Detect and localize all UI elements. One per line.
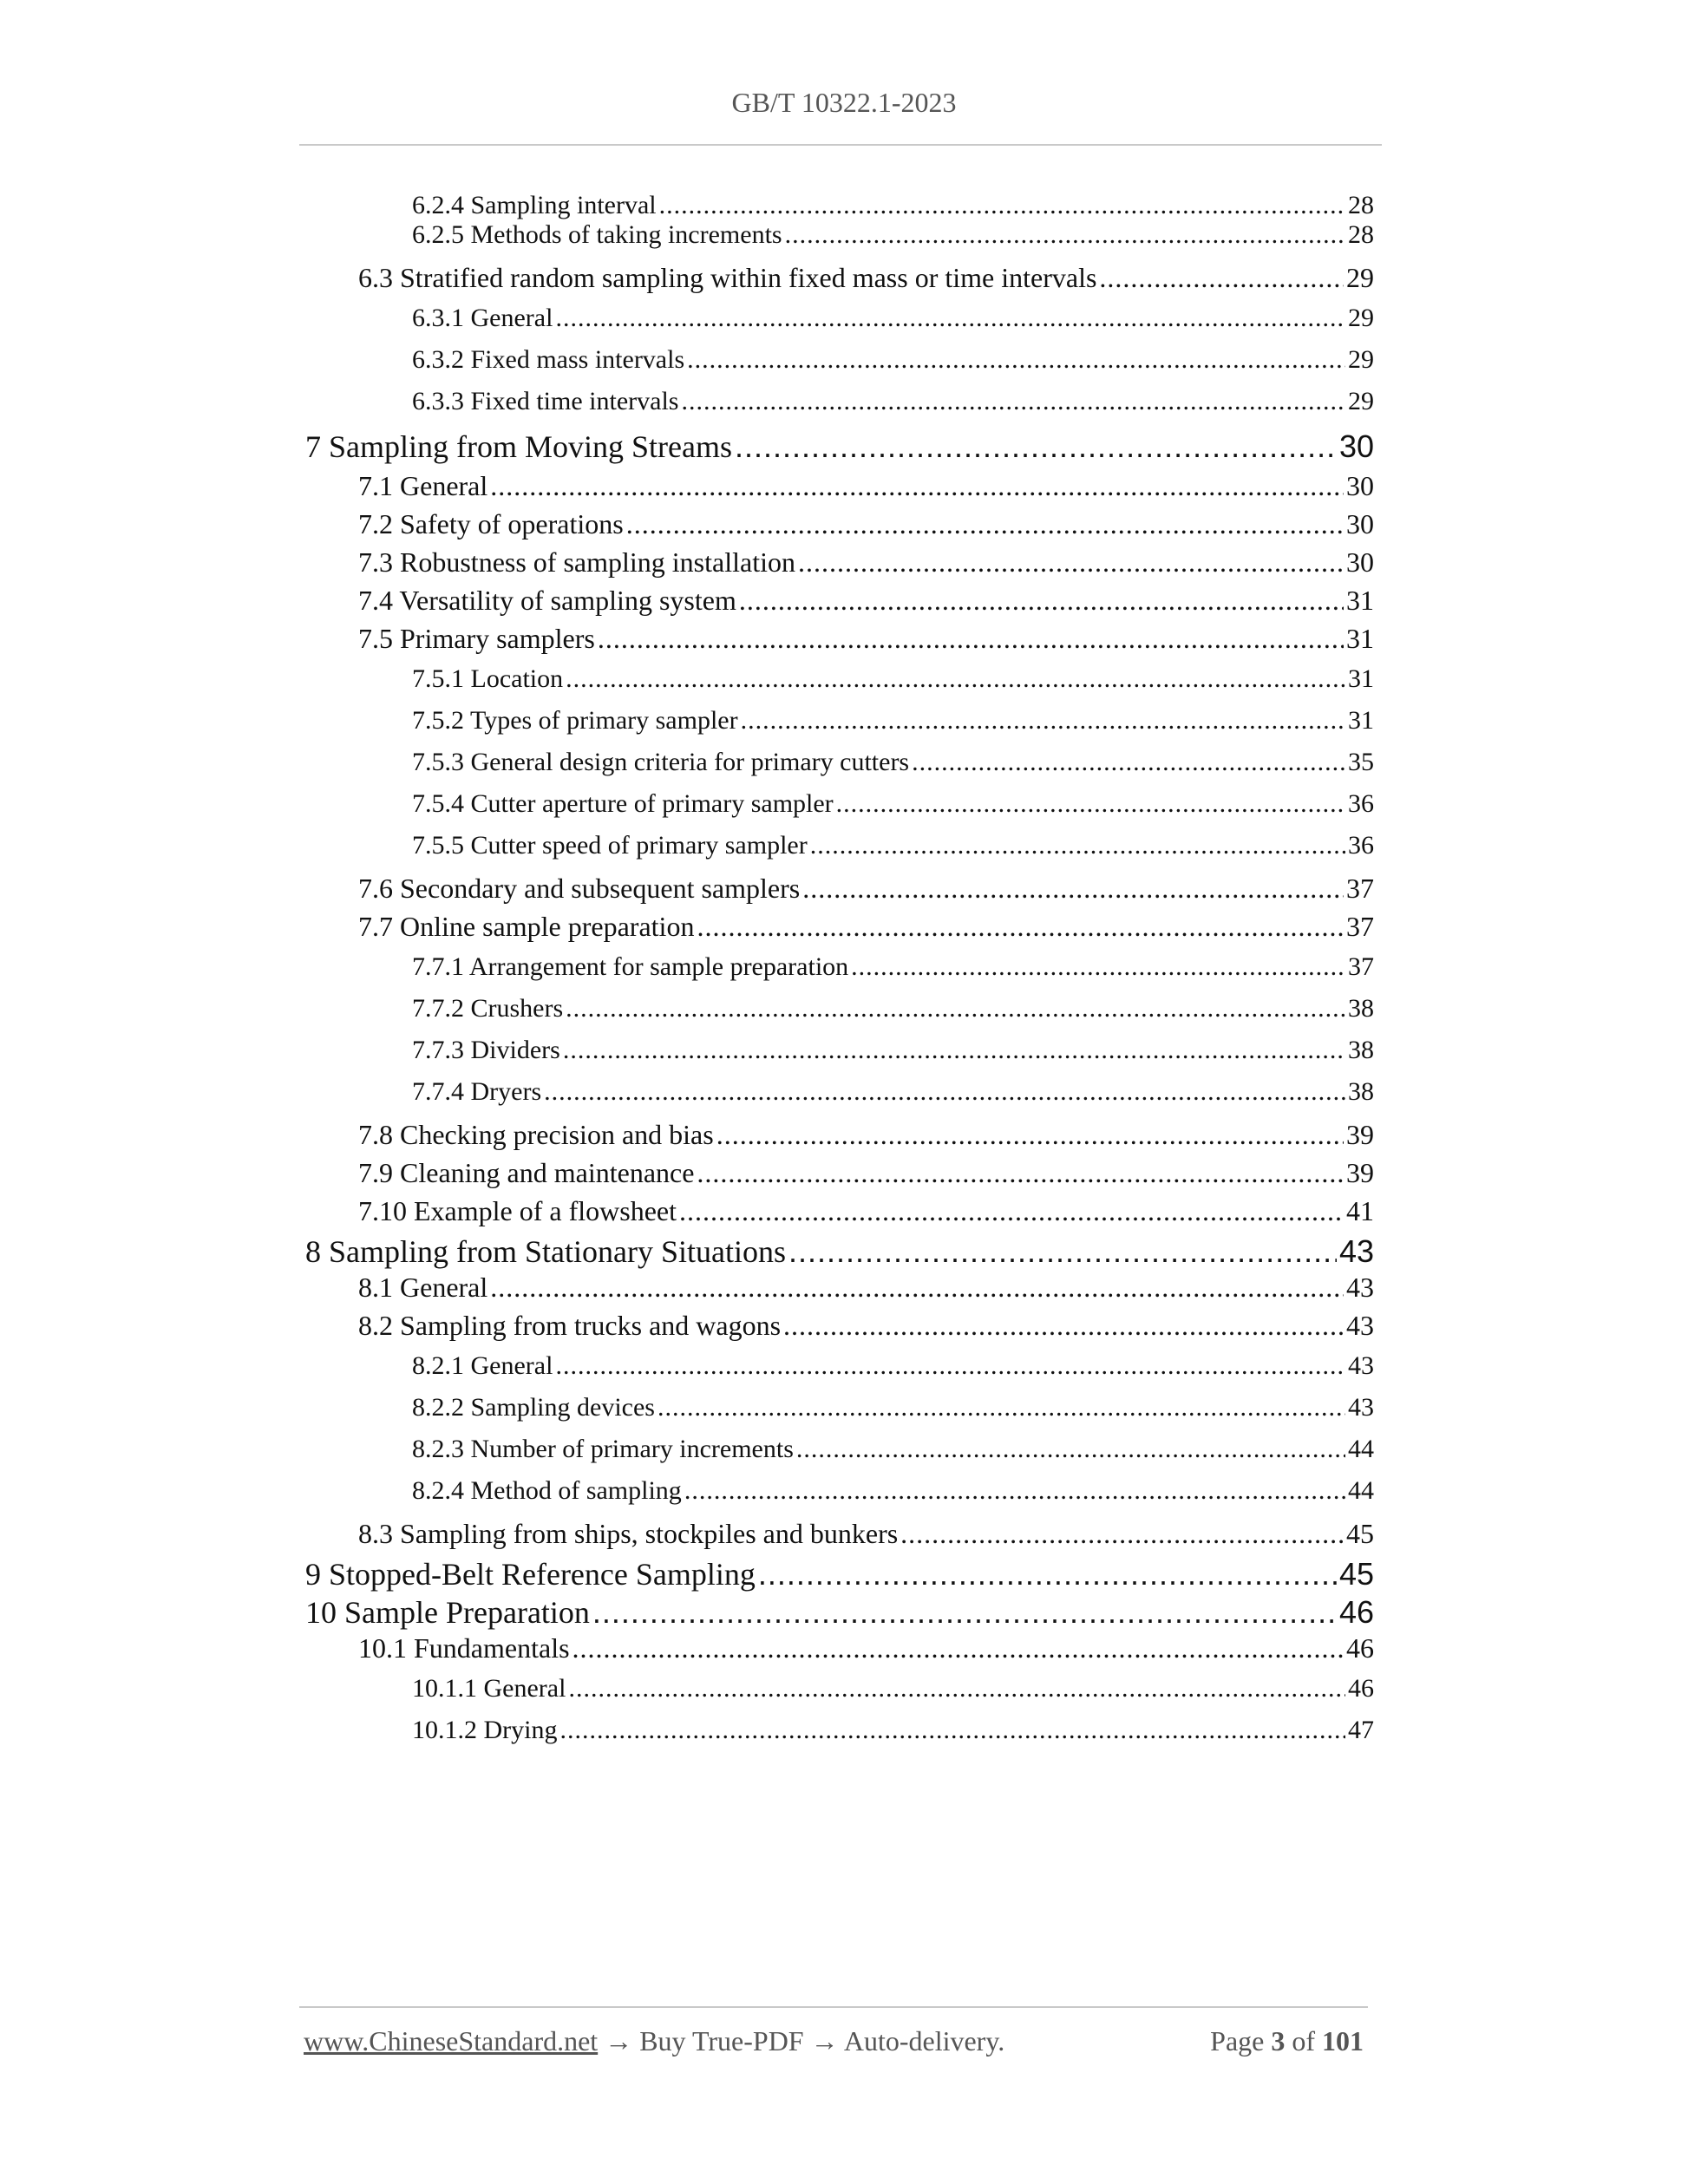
toc-entry-label: 7.5 Primary samplers bbox=[358, 623, 595, 654]
toc-dot-leader bbox=[592, 1594, 1337, 1631]
toc-entry-label: 7.3 Robustness of sampling installation bbox=[358, 546, 795, 578]
toc-entry-label: 10 Sample Preparation bbox=[305, 1595, 590, 1630]
footer-promo bbox=[304, 2025, 1004, 2057]
toc-entry-page: 39 bbox=[1346, 1119, 1374, 1150]
toc-entry[interactable] bbox=[358, 1518, 1374, 1550]
toc-entry-label: 10.1.1 General bbox=[412, 1674, 566, 1703]
toc-entry[interactable] bbox=[412, 345, 1374, 375]
toc-entry[interactable] bbox=[358, 262, 1374, 294]
toc-entry-page: 39 bbox=[1346, 1157, 1374, 1188]
toc-entry-label: 7.7.2 Crushers bbox=[412, 994, 564, 1023]
toc-entry[interactable] bbox=[412, 387, 1374, 416]
of-label: of bbox=[1292, 2025, 1315, 2056]
toc-entry-label: 8.2.4 Method of sampling bbox=[412, 1476, 682, 1505]
toc-entry-page: 46 bbox=[1346, 1632, 1374, 1664]
toc-dot-leader bbox=[900, 1518, 1344, 1550]
toc-entry[interactable] bbox=[358, 911, 1374, 943]
toc-entry-page: 29 bbox=[1348, 345, 1374, 374]
toc-entry[interactable] bbox=[358, 873, 1374, 905]
toc-entry[interactable] bbox=[412, 1393, 1374, 1422]
toc-entry[interactable] bbox=[305, 428, 1374, 465]
toc-dot-leader bbox=[563, 1036, 1345, 1065]
toc-entry-label: 7.7 Online sample preparation bbox=[358, 911, 695, 942]
toc-entry-label: 7.7.1 Arrangement for sample preparation bbox=[412, 952, 849, 981]
toc-entry-page: 30 bbox=[1338, 428, 1374, 464]
page-total: 101 bbox=[1322, 2025, 1364, 2056]
toc-entry[interactable] bbox=[412, 1716, 1374, 1745]
toc-dot-leader bbox=[758, 1556, 1337, 1592]
toc-entry-page: 43 bbox=[1348, 1351, 1374, 1380]
toc-entry[interactable] bbox=[412, 994, 1374, 1023]
toc-entry-label: 6.2.4 Sampling interval bbox=[412, 191, 657, 219]
toc-entry[interactable] bbox=[412, 1435, 1374, 1464]
toc-entry[interactable] bbox=[305, 1594, 1374, 1631]
toc-entry[interactable] bbox=[305, 1556, 1374, 1592]
toc-entry-page: 38 bbox=[1348, 1077, 1374, 1106]
footer-divider bbox=[299, 2006, 1368, 2008]
toc-entry-label: 8.1 General bbox=[358, 1272, 488, 1303]
toc-dot-leader bbox=[735, 428, 1337, 465]
toc-dot-leader bbox=[490, 470, 1344, 502]
toc-entry-page: 37 bbox=[1346, 873, 1374, 904]
toc-entry[interactable] bbox=[358, 508, 1374, 540]
toc-entry-page: 43 bbox=[1346, 1272, 1374, 1303]
toc-entry-label: 7.9 Cleaning and maintenance bbox=[358, 1157, 695, 1188]
toc-dot-leader bbox=[681, 387, 1345, 416]
toc-entry-label: 8.3 Sampling from ships, stockpiles and bunkers bbox=[358, 1518, 899, 1549]
toc-entry-label: 6.3.2 Fixed mass intervals bbox=[412, 345, 685, 374]
toc-dot-leader bbox=[684, 1476, 1345, 1506]
toc-dot-leader bbox=[572, 1632, 1344, 1664]
toc-dot-leader bbox=[687, 345, 1345, 375]
toc-entry-label: 10.1.2 Drying bbox=[412, 1716, 558, 1744]
toc-entry[interactable] bbox=[358, 1272, 1374, 1304]
toc-entry-page: 45 bbox=[1338, 1556, 1374, 1592]
page-footer bbox=[304, 2025, 1364, 2057]
toc-dot-leader bbox=[716, 1119, 1344, 1151]
toc-entry-page: 43 bbox=[1338, 1233, 1374, 1269]
toc-entry-page: 37 bbox=[1348, 952, 1374, 981]
toc-entry[interactable] bbox=[412, 706, 1374, 736]
toc-entry-page: 46 bbox=[1338, 1594, 1374, 1630]
toc-dot-leader bbox=[697, 1157, 1344, 1189]
toc-entry-page: 30 bbox=[1346, 546, 1374, 578]
toc-entry-label: 7 Sampling from Moving Streams bbox=[305, 429, 732, 464]
toc-dot-leader bbox=[598, 623, 1344, 655]
toc-entry-label: 7.5.2 Types of primary sampler bbox=[412, 706, 738, 735]
toc-entry[interactable] bbox=[412, 1077, 1374, 1107]
toc-entry-page: 38 bbox=[1348, 994, 1374, 1023]
toc-entry-label: 8.2.1 General bbox=[412, 1351, 553, 1380]
toc-entry-page: 43 bbox=[1346, 1310, 1374, 1341]
toc-entry[interactable] bbox=[412, 304, 1374, 333]
toc-dot-leader bbox=[679, 1195, 1344, 1227]
toc-entry[interactable] bbox=[358, 623, 1374, 655]
toc-entry-page: 35 bbox=[1348, 748, 1374, 776]
toc-dot-leader bbox=[796, 1435, 1345, 1464]
toc-entry-label: 6.2.5 Methods of taking increments bbox=[412, 220, 782, 249]
toc-entry-page: 30 bbox=[1346, 470, 1374, 501]
toc-entry[interactable] bbox=[412, 789, 1374, 819]
toc-entry-label: 7.6 Secondary and subsequent samplers bbox=[358, 873, 801, 904]
toc-entry-label: 8 Sampling from Stationary Situations bbox=[305, 1234, 786, 1269]
toc-dot-leader bbox=[912, 748, 1345, 777]
toc-entry-label: 10.1 Fundamentals bbox=[358, 1632, 570, 1664]
toc-entry-label: 6.3 Stratified random sampling within fixed mass or time intervals bbox=[358, 262, 1097, 293]
toc-entry-label: 8.2.3 Number of primary increments bbox=[412, 1435, 794, 1463]
toc-entry[interactable] bbox=[412, 1674, 1374, 1703]
toc-entry-label: 9 Stopped-Belt Reference Sampling bbox=[305, 1557, 756, 1592]
toc-entry-page: 30 bbox=[1346, 508, 1374, 539]
toc-dot-leader bbox=[739, 585, 1344, 617]
toc-entry-page: 31 bbox=[1346, 623, 1374, 654]
page-number bbox=[1210, 2025, 1364, 2057]
toc-entry-label: 7.5.3 General design criteria for primary cutters bbox=[412, 748, 910, 776]
toc-dot-leader bbox=[788, 1233, 1337, 1270]
toc-entry-label: 6.3.3 Fixed time intervals bbox=[412, 387, 679, 415]
toc-entry-label: 7.10 Example of a flowsheet bbox=[358, 1195, 677, 1226]
toc-entry-label: 8.2.2 Sampling devices bbox=[412, 1393, 655, 1422]
toc-entry-page: 36 bbox=[1348, 789, 1374, 818]
document-code: GB/T 10322.1-2023 bbox=[731, 87, 957, 118]
toc-entry[interactable] bbox=[412, 952, 1374, 982]
toc-entry-label: 7.4 Versatility of sampling system bbox=[358, 585, 736, 616]
toc-dot-leader bbox=[697, 911, 1344, 943]
toc-entry-page: 44 bbox=[1348, 1435, 1374, 1463]
site-link[interactable]: www.ChineseStandard.net bbox=[304, 2025, 599, 2056]
toc-entry-page: 44 bbox=[1348, 1476, 1374, 1505]
toc-entry-page: 41 bbox=[1346, 1195, 1374, 1226]
toc-entry[interactable] bbox=[358, 585, 1374, 617]
toc-entry-page: 31 bbox=[1346, 585, 1374, 616]
toc-entry[interactable] bbox=[412, 1036, 1374, 1065]
toc-entry[interactable] bbox=[412, 1476, 1374, 1506]
toc-dot-leader bbox=[802, 873, 1344, 905]
toc-entry[interactable] bbox=[412, 220, 1374, 250]
toc-entry[interactable] bbox=[358, 546, 1374, 579]
toc-entry[interactable] bbox=[358, 1157, 1374, 1189]
toc-dot-leader bbox=[658, 1393, 1345, 1422]
toc-entry-label: 7.8 Checking precision and bias bbox=[358, 1119, 714, 1150]
toc-entry-label: 7.7.4 Dryers bbox=[412, 1077, 542, 1106]
toc-entry-page: 29 bbox=[1348, 387, 1374, 415]
toc-entry-label: 7.5.4 Cutter aperture of primary sampler bbox=[412, 789, 834, 818]
toc-entry[interactable] bbox=[412, 748, 1374, 777]
toc-entry-label: 7.2 Safety of operations bbox=[358, 508, 624, 539]
toc-dot-leader bbox=[785, 220, 1345, 250]
toc-entry[interactable] bbox=[358, 1195, 1374, 1227]
toc-entry-label: 6.3.1 General bbox=[412, 304, 553, 332]
toc-entry[interactable] bbox=[412, 1351, 1374, 1381]
toc-entry-page: 38 bbox=[1348, 1036, 1374, 1064]
toc-dot-leader bbox=[490, 1272, 1344, 1304]
toc-dot-leader bbox=[1099, 262, 1344, 294]
toc-entry-page: 45 bbox=[1346, 1518, 1374, 1549]
toc-dot-leader bbox=[568, 1674, 1345, 1703]
toc-dot-leader bbox=[566, 994, 1345, 1023]
toc-dot-leader bbox=[659, 191, 1345, 220]
toc-entry-label: 8.2 Sampling from trucks and wagons bbox=[358, 1310, 782, 1341]
toc-dot-leader bbox=[560, 1716, 1346, 1745]
toc-entry-label: 7.7.3 Dividers bbox=[412, 1036, 560, 1064]
toc-entry[interactable] bbox=[358, 1119, 1374, 1151]
toc-entry[interactable] bbox=[358, 1632, 1374, 1664]
toc-entry[interactable] bbox=[412, 191, 1374, 220]
toc-entry-page: 37 bbox=[1346, 911, 1374, 942]
toc-dot-leader bbox=[544, 1077, 1345, 1107]
toc-entry-page: 28 bbox=[1348, 191, 1374, 219]
toc-entry-page: 31 bbox=[1348, 664, 1374, 693]
toc-dot-leader bbox=[566, 664, 1345, 694]
toc-entry-page: 29 bbox=[1348, 304, 1374, 332]
toc-entry-page: 47 bbox=[1348, 1716, 1374, 1744]
toc-entry-label: 7.5.5 Cutter speed of primary sampler bbox=[412, 831, 808, 860]
toc-entry-page: 36 bbox=[1348, 831, 1374, 860]
toc-entry-page: 46 bbox=[1348, 1674, 1374, 1703]
toc-entry[interactable] bbox=[412, 664, 1374, 694]
toc-dot-leader bbox=[783, 1310, 1344, 1342]
promo-text: → Buy True-PDF → Auto-delivery. bbox=[605, 2025, 1005, 2056]
toc-entry-label: 7.5.1 Location bbox=[412, 664, 564, 693]
toc-dot-leader bbox=[555, 304, 1345, 333]
toc-entry[interactable] bbox=[358, 1310, 1374, 1342]
header-divider bbox=[299, 144, 1382, 146]
toc-entry-page: 28 bbox=[1348, 220, 1374, 249]
toc-dot-leader bbox=[555, 1351, 1345, 1381]
toc-dot-leader bbox=[626, 508, 1344, 540]
toc-entry[interactable] bbox=[305, 1233, 1374, 1270]
toc-dot-leader bbox=[836, 789, 1345, 819]
toc-entry[interactable] bbox=[412, 831, 1374, 860]
page-current: 3 bbox=[1271, 2025, 1286, 2056]
toc-entry-page: 31 bbox=[1348, 706, 1374, 735]
toc-entry-page: 29 bbox=[1346, 262, 1374, 293]
toc-dot-leader bbox=[741, 706, 1345, 736]
page-label: Page bbox=[1210, 2025, 1265, 2056]
toc-entry-page: 43 bbox=[1348, 1393, 1374, 1422]
toc-dot-leader bbox=[851, 952, 1345, 982]
toc-entry-label: 7.1 General bbox=[358, 470, 488, 501]
toc-dot-leader bbox=[798, 546, 1344, 579]
toc-dot-leader bbox=[810, 831, 1345, 860]
toc-entry[interactable] bbox=[358, 470, 1374, 502]
